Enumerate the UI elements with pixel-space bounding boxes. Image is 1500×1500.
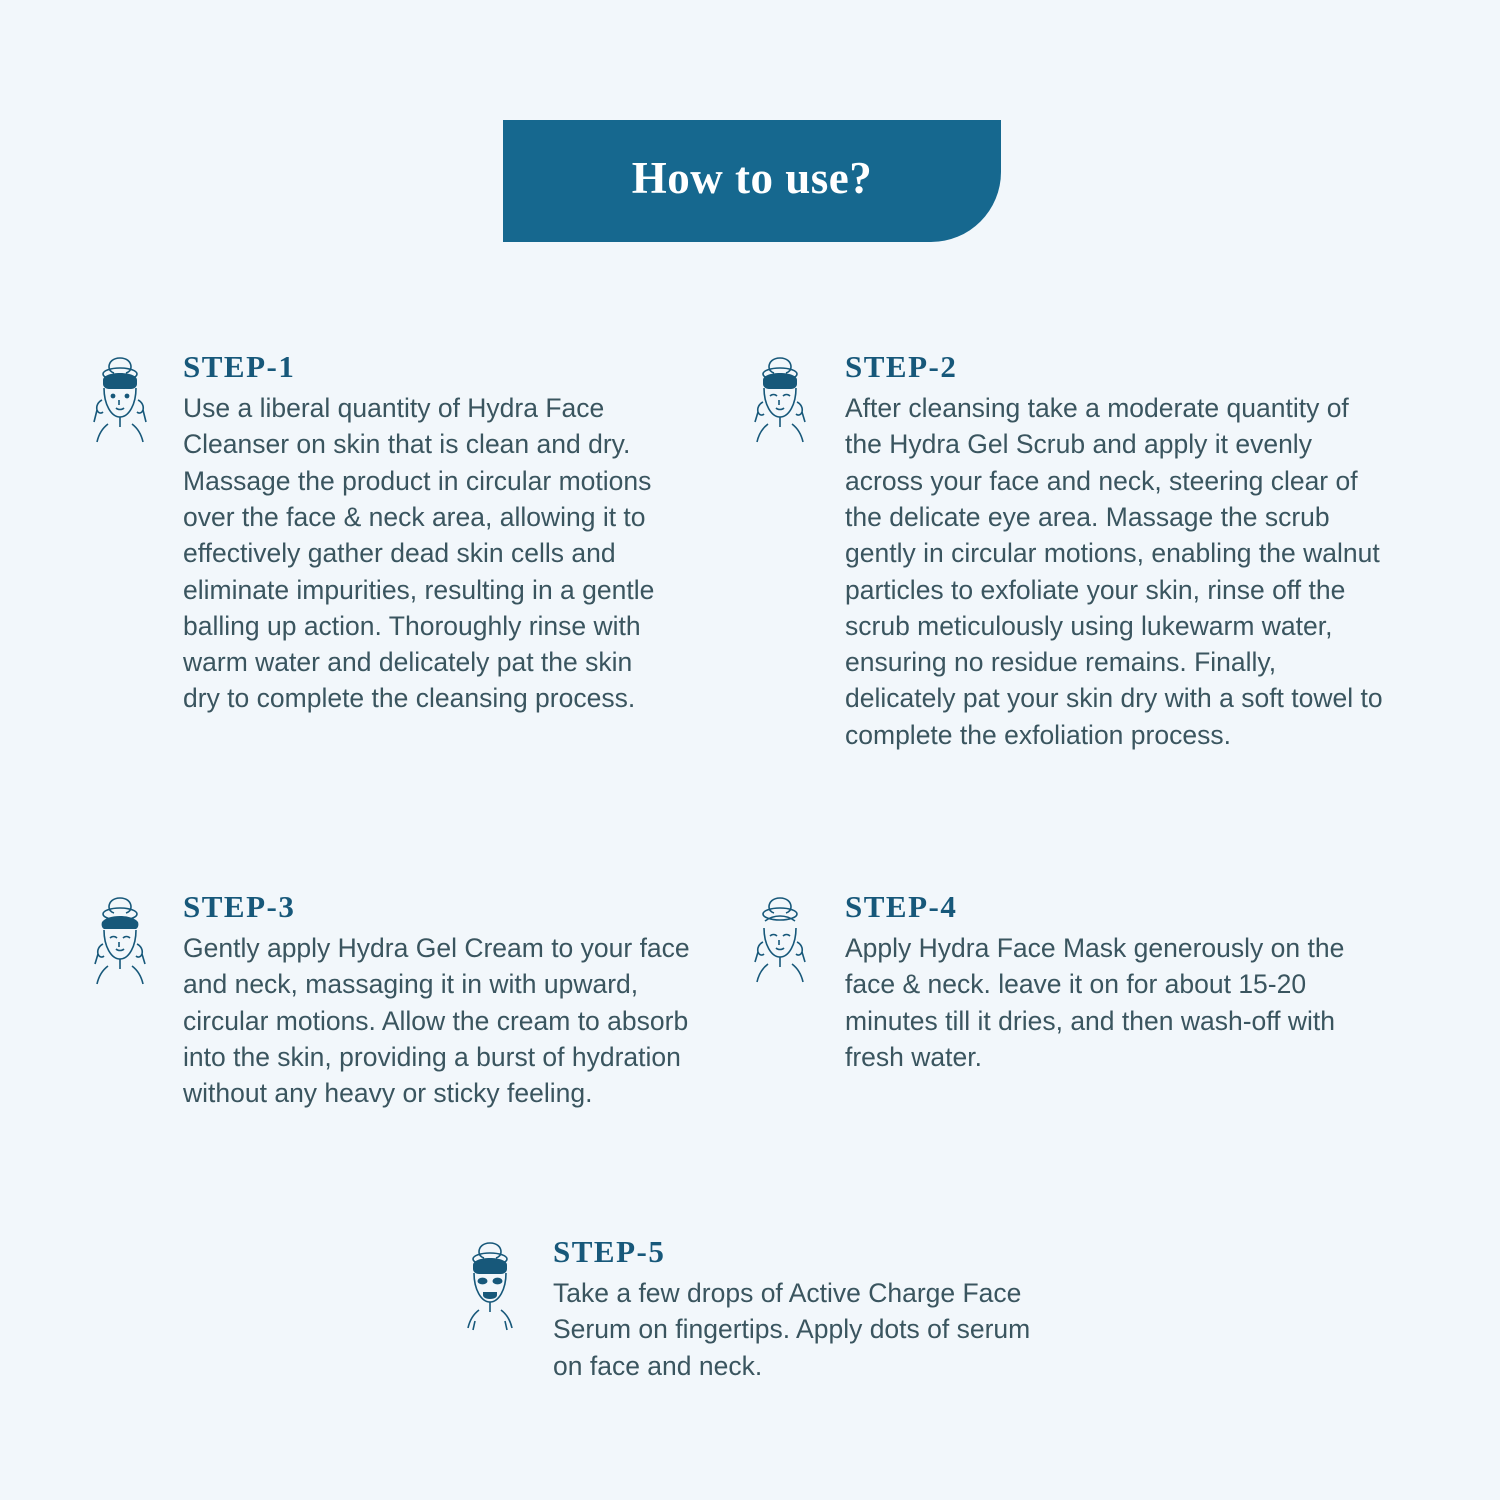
step-title-1: STEP-1 bbox=[183, 349, 296, 384]
woman-face-mask-icon bbox=[445, 1235, 535, 1355]
page-title: How to use? bbox=[631, 152, 873, 203]
woman-applying-cream-icon bbox=[75, 890, 165, 1010]
step-text-1: Use a liberal quantity of Hydra Face Cleanser on skin that is clean and dry. Massage the product in circular motions over the face & neck area, allowing it to effectively gather dead skin cells and eliminate impurities, resulting in a gentle balling up action. Thoroughly rinse with warm water and delicately pat the skin dry to complete the cleansing process. bbox=[183, 393, 655, 714]
header bbox=[0, 0, 1500, 250]
woman-washing-face-icon bbox=[75, 350, 165, 470]
step-item-5 bbox=[445, 1235, 1045, 1384]
step-item-4 bbox=[735, 890, 1375, 1075]
step-title-2: STEP-2 bbox=[845, 349, 958, 384]
woman-washing-face-icon bbox=[735, 350, 825, 470]
woman-applying-mask-icon bbox=[735, 890, 825, 1010]
step-item-1 bbox=[75, 350, 675, 717]
step-text-5: Take a few drops of Active Charge Face Serum on fingertips. Apply dots of serum on face and neck. bbox=[553, 1278, 1031, 1381]
step-body-3 bbox=[175, 890, 695, 1112]
step-body-2 bbox=[845, 350, 1385, 753]
step-title-3: STEP-3 bbox=[183, 889, 296, 924]
step-text-4: Apply Hydra Face Mask generously on the face & neck. leave it on for about 15-20 minutes till it dries, and then wash-off with fresh water. bbox=[845, 933, 1345, 1072]
step-body-1 bbox=[175, 350, 675, 717]
step-text-2: After cleansing take a moderate quantity of the Hydra Gel Scrub and apply it evenly across your face and neck, steering clear of the delicate eye area. Massage the scrub gently in circular motions, enabling the walnut particles to exfoliate your skin, rinse off the scrub meticulously using lukewarm water, ensuring no residue remains. Finally, delicately pat your skin dry with a soft towel to complete the exfoliation process. bbox=[845, 393, 1383, 750]
step-body-4 bbox=[845, 890, 1375, 1075]
step-item-2 bbox=[735, 350, 1385, 753]
step-title-5: STEP-5 bbox=[553, 1234, 666, 1269]
step-title-4: STEP-4 bbox=[845, 889, 958, 924]
step-text-3: Gently apply Hydra Gel Cream to your face and neck, massaging it in with upward, circular motions. Allow the cream to absorb into the skin, providing a burst of hydration without any heavy or sticky feeling. bbox=[183, 933, 690, 1109]
step-body-5 bbox=[545, 1235, 1045, 1384]
step-item-3 bbox=[75, 890, 695, 1112]
header-banner bbox=[503, 120, 1001, 242]
